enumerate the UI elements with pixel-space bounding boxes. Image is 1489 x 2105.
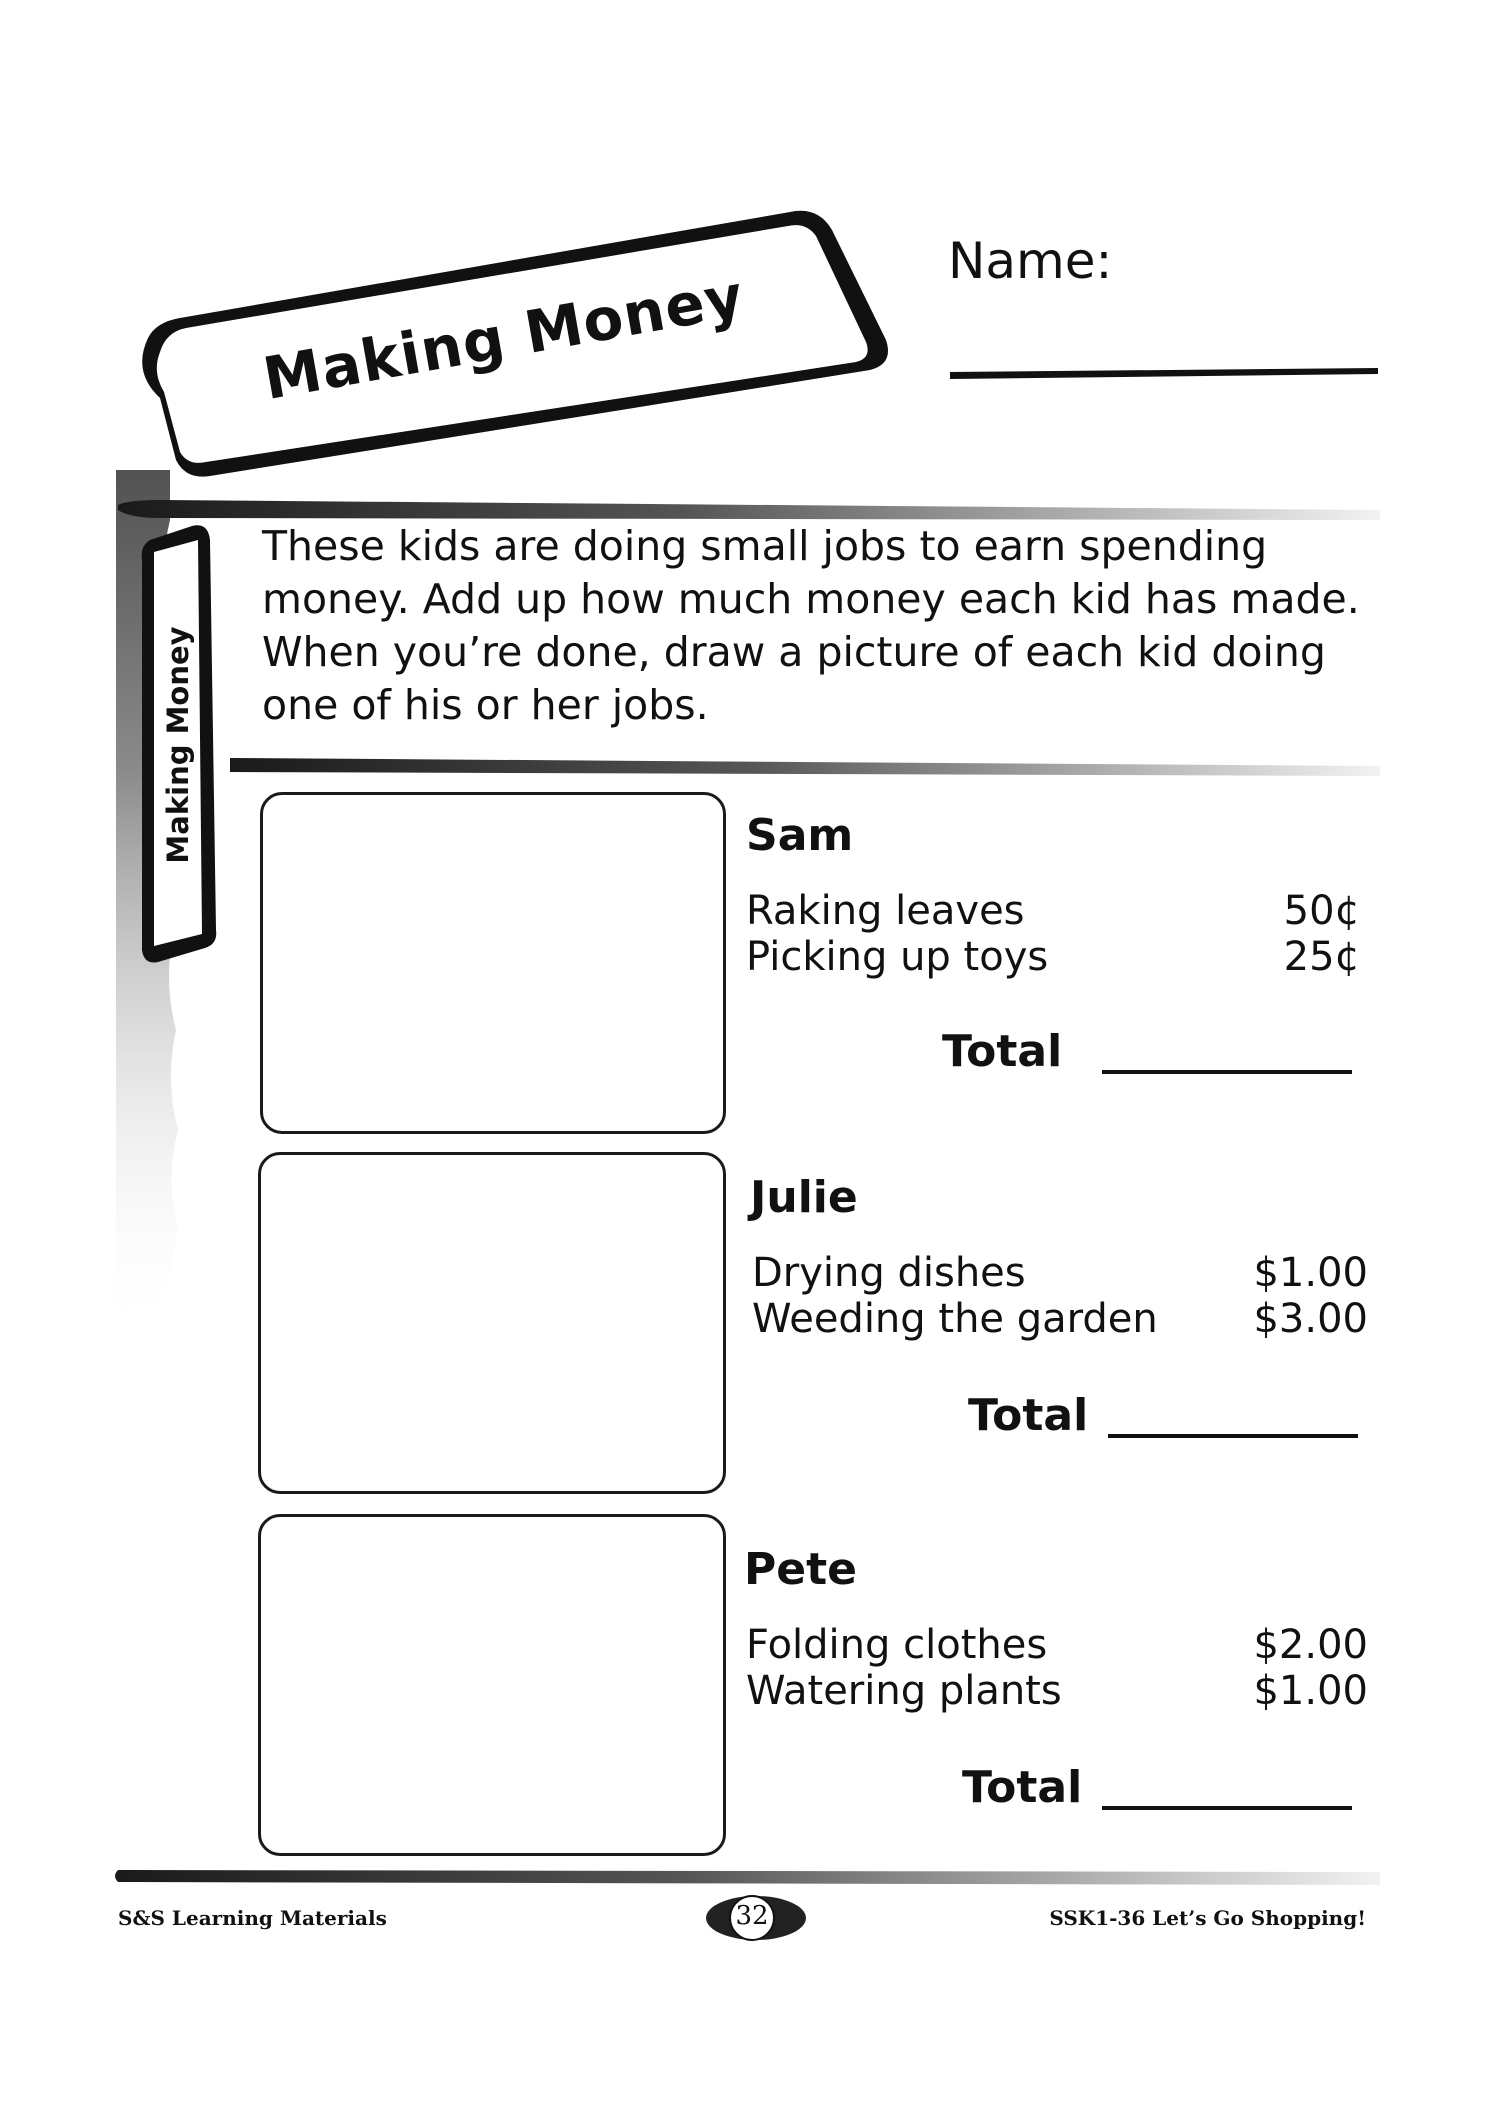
instructions-line: These kids are doing small jobs to earn spending — [262, 522, 1268, 570]
total-answer-line[interactable] — [1102, 1806, 1352, 1810]
footer-bar — [115, 1870, 1380, 1885]
job-amount: $2.00 — [1253, 1622, 1368, 1668]
name-label: Name: — [948, 232, 1113, 290]
job-label: Folding clothes — [746, 1622, 1048, 1668]
drawing-box-julie[interactable] — [258, 1152, 726, 1494]
total-label: Total — [962, 1762, 1083, 1813]
job-amount: $3.00 — [1253, 1296, 1368, 1342]
drawing-box-sam[interactable] — [260, 792, 726, 1134]
job-amount: 50¢ — [1283, 888, 1360, 934]
total-answer-line[interactable] — [1108, 1434, 1358, 1438]
page-number: 32 — [735, 1901, 769, 1931]
job-amount: $1.00 — [1253, 1250, 1368, 1296]
worksheet-title: Making Money — [258, 261, 749, 413]
instructions-line: money. Add up how much money each kid has made. — [262, 575, 1360, 623]
kid-name: Sam — [746, 810, 854, 861]
total-label: Total — [942, 1026, 1063, 1077]
job-label: Watering plants — [746, 1668, 1062, 1714]
kid-name: Julie — [750, 1172, 858, 1223]
instructions-line: When you’re done, draw a picture of each kid doing — [262, 628, 1326, 676]
job-label: Picking up toys — [746, 934, 1049, 980]
instructions-line: one of his or her jobs. — [262, 681, 709, 729]
kid-name: Pete — [744, 1544, 857, 1595]
name-field[interactable] — [950, 330, 1378, 378]
footer-book-title: SSK1-36 Let’s Go Shopping! — [1049, 1906, 1366, 1930]
drawing-box-pete[interactable] — [258, 1514, 726, 1856]
job-label: Drying dishes — [752, 1250, 1026, 1296]
side-tab-label: Making Money — [161, 626, 195, 864]
footer-publisher: S&S Learning Materials — [118, 1906, 387, 1930]
job-amount: $1.00 — [1253, 1668, 1368, 1714]
total-answer-line[interactable] — [1102, 1070, 1352, 1074]
job-label: Raking leaves — [746, 888, 1025, 934]
instructions — [262, 520, 1372, 732]
job-amount: 25¢ — [1283, 934, 1360, 980]
total-label: Total — [968, 1390, 1089, 1441]
job-label: Weeding the garden — [752, 1296, 1158, 1342]
